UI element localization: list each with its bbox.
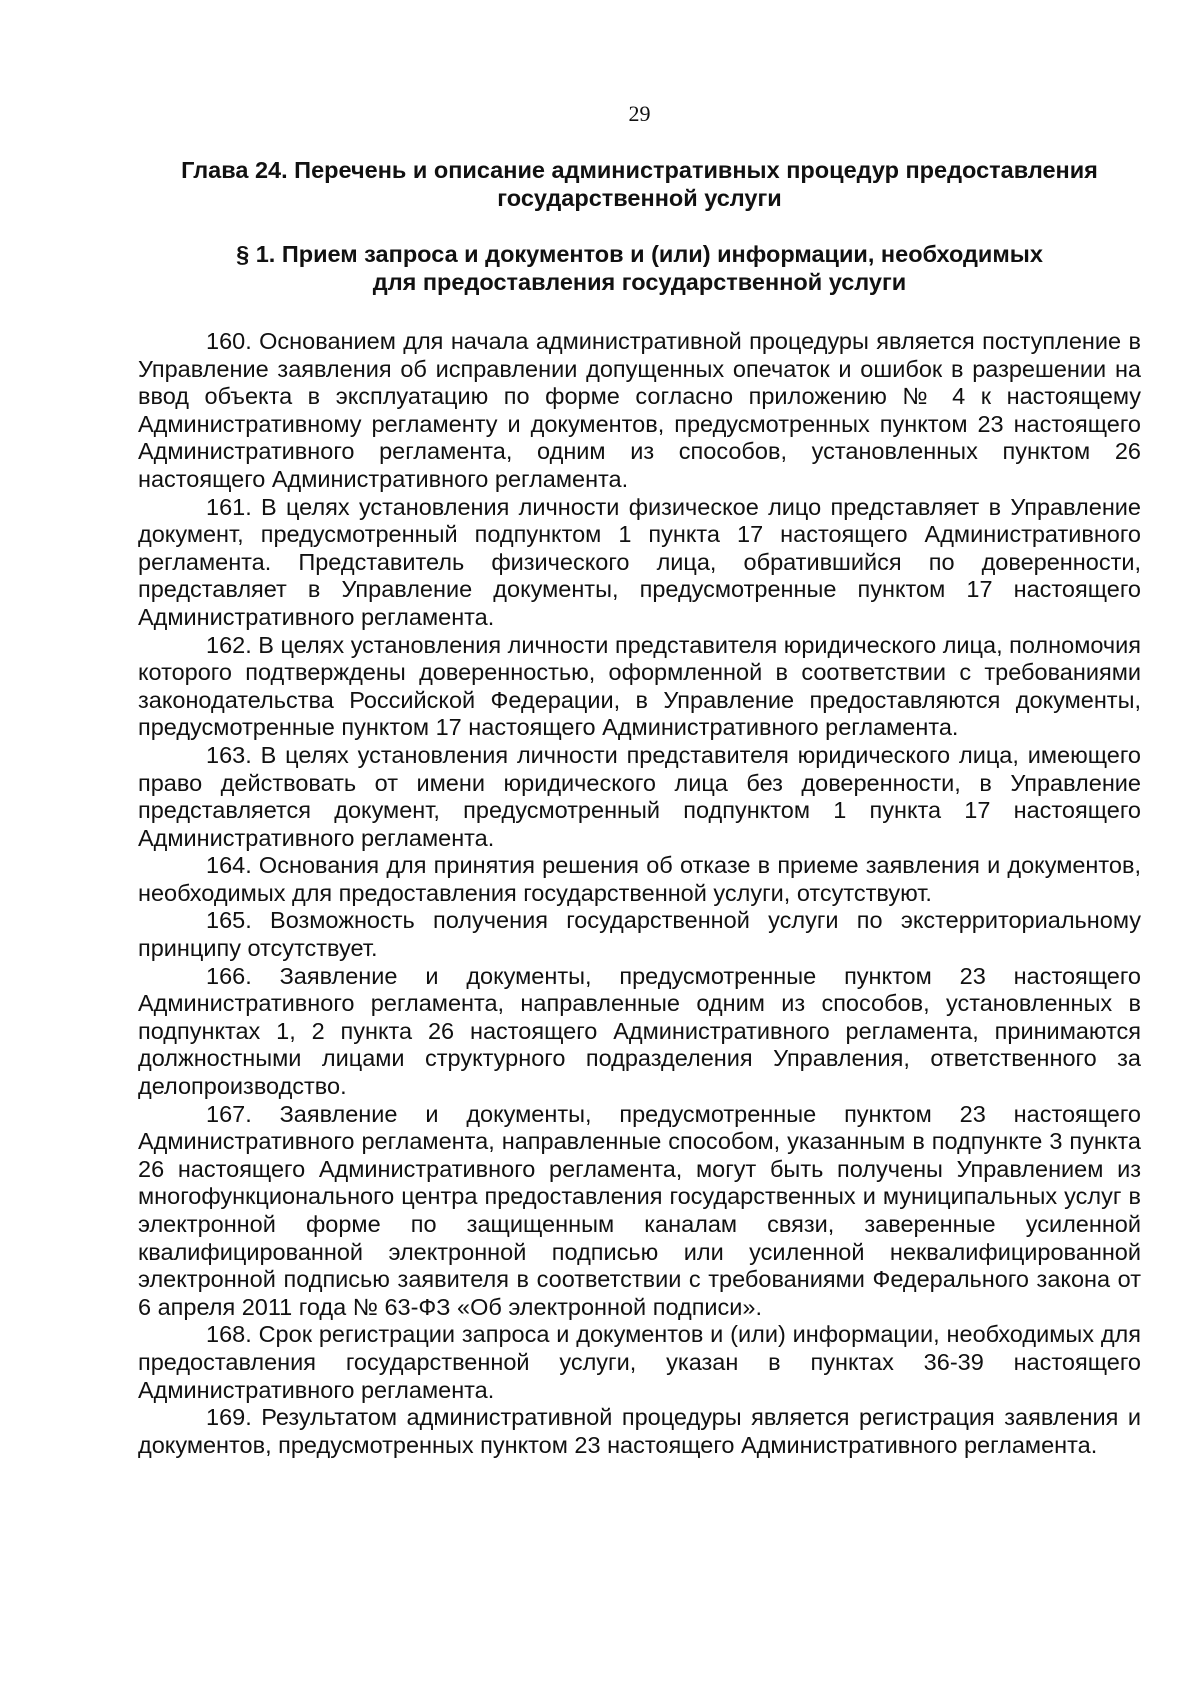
document-page [138,100,1141,1459]
chapter-title-line-2: государственной услуги [497,185,782,211]
paragraph-166: 166. Заявление и документы, предусмотренные пунктом 23 настоящего Административного регламента, направленные одним из способов, установленных в подпунктах 1, 2 пункта 26 настоящего Административного регламента, принимаются должностными лицами структурного подразделения Управления, ответственного за делопроизводство. [138,962,1141,1100]
section-heading [138,240,1141,296]
paragraph-165: 165. Возможность получения государственной услуги по экстерриториальному принципу отсутствует. [138,907,1141,962]
chapter-title-line-1: Глава 24. Перечень и описание административных процедур предоставления [181,157,1098,183]
paragraph-160: 160. Основанием для начала административной процедуры является поступление в Управление заявления об исправлении допущенных опечаток и ошибок в разрешении на ввод объекта в эксплуатацию по форме согласно приложению № 4 к настоящему Административному регламенту и документов, предусмотренных пунктом 23 настоящего Административного регламента, одним из способов, установленных пунктом 26 настоящего Административного регламента. [138,328,1141,492]
page-number: 29 [628,101,651,126]
chapter-heading [138,156,1141,212]
section-title-line-2: для предоставления государственной услуги [372,269,907,295]
paragraph-169: 169. Результатом административной процедуры является регистрация заявления и документов, предусмотренных пунктом 23 настоящего Административного регламента. [138,1404,1141,1458]
paragraph-163: 163. В целях установления личности представителя юридического лица, имеющего право действовать от имени юридического лица без доверенности, в Управление представляется документ, предусмотренный подпунктом 1 пункта 17 настоящего Административного регламента. [138,741,1141,851]
section-title-line-1: § 1. Прием запроса и документов и (или) информации, необходимых [236,241,1043,267]
paragraph-161: 161. В целях установления личности физическое лицо представляет в Управление документ, предусмотренный подпунктом 1 пункта 17 настоящего Административного регламента. Представитель физического лица, обратившийся по доверенности, представляет в Управление документы, предусмотренные пунктом 17 настоящего Административного регламента. [138,493,1141,630]
paragraph-167: 167. Заявление и документы, предусмотренные пунктом 23 настоящего Административного регламента, направленные способом, указанным в подпункте 3 пункта 26 настоящего Административного регламента, могут быть получены Управлением из многофункционального центра предоставления государственных и муниципальных услуг в электронной форме по защищенным каналам связи, заверенные усиленной квалифицированной электронной подписью или усиленной неквалифицированной электронной подписью заявителя в соответствии с требованиями Федерального закона от 6 апреля 2011 года № 63-ФЗ «Об электронной подписи». [138,1100,1141,1320]
document-body [138,328,1141,1459]
paragraph-164: 164. Основания для принятия решения об отказе в приеме заявления и документов, необходимых для предоставления государственной услуги, отсутствуют. [138,852,1141,906]
paragraph-162: 162. В целях установления личности представителя юридического лица, полномочия которого подтверждены доверенностью, оформленной в соответствии с требованиями законодательства Российской Федерации, в Управление предоставляются документы, предусмотренные пунктом 17 настоящего Административного регламента. [138,631,1141,741]
paragraph-168: 168. Срок регистрации запроса и документов и (или) информации, необходимых для предоставления государственной услуги, указан в пунктах 36-39 настоящего Административного регламента. [138,1321,1141,1403]
